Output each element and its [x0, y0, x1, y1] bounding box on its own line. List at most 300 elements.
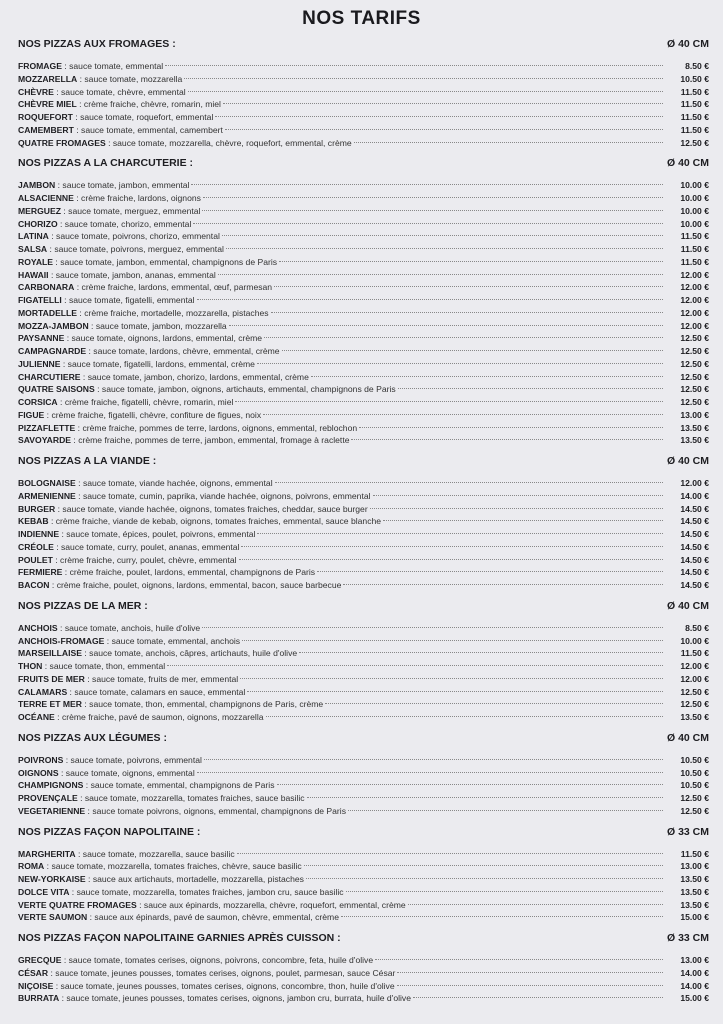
pizza-ingredients: sauce tomate, oignons, lardons, emmental, crème: [71, 333, 263, 344]
dotted-leader: [257, 363, 663, 364]
menu-item: [18, 579, 709, 592]
name-separator: :: [42, 661, 50, 671]
menu-item: [18, 269, 709, 282]
dotted-leader: [279, 261, 663, 262]
pizza-name: PAYSANNE: [18, 333, 65, 344]
name-separator: :: [81, 648, 90, 659]
pizza-ingredients: sauce tomate, emmental, camembert: [81, 124, 223, 135]
pizza-ingredients: sauce tomate, mozzarella, tomates fraiches, sauce basilic: [84, 793, 305, 803]
name-separator: :: [72, 112, 81, 122]
name-separator: :: [64, 333, 72, 344]
pizza-name: PROVENÇALE: [18, 793, 78, 803]
menu-item: [18, 622, 709, 635]
name-separator: :: [77, 73, 85, 84]
dotted-leader: [307, 797, 663, 798]
pizza-name: ROMA: [18, 861, 45, 872]
pizza-price: 14.50 €: [680, 580, 709, 590]
pizza-name: THON: [18, 661, 43, 671]
pizza-ingredients: sauce tomate, chorizo, emmental: [64, 218, 192, 229]
section-header: [18, 826, 709, 848]
menu-section: [18, 38, 709, 149]
pizza-price: 13.50 €: [680, 899, 709, 910]
pizza-size: Ø 40 CM: [666, 599, 709, 612]
pizza-price: 12.50 €: [680, 793, 709, 803]
menu-item: [18, 792, 709, 805]
menu-item: [18, 73, 709, 86]
menu-item: [18, 848, 709, 861]
menu-item: [18, 954, 709, 967]
menu-item: [18, 647, 709, 660]
pizza-price: 13.00 €: [680, 861, 709, 872]
dotted-leader: [373, 495, 663, 496]
menu-item: [18, 490, 709, 503]
menu-item: [18, 192, 709, 205]
menu-item: [18, 711, 709, 724]
pizza-name: GRECQUE: [18, 955, 62, 965]
section-header: [18, 455, 709, 477]
name-separator: :: [74, 282, 82, 293]
pizza-price: 12.50 €: [680, 397, 709, 407]
name-separator: :: [53, 541, 61, 552]
pizza-price: 13.50 €: [680, 886, 709, 897]
pizza-size: Ø 40 CM: [666, 38, 709, 50]
pizza-name: FRUITS DE MER: [18, 673, 85, 684]
dotted-leader: [203, 197, 663, 198]
dotted-leader: [413, 997, 663, 998]
pizza-price: 12.50 €: [680, 358, 709, 369]
dotted-leader: [218, 274, 663, 275]
dotted-leader: [304, 865, 663, 866]
pizza-name: SALSA: [18, 244, 48, 254]
section-header: [18, 157, 709, 179]
pizza-price: 12.00 €: [680, 307, 709, 318]
name-separator: :: [75, 478, 83, 488]
pizza-name: JAMBON: [18, 180, 56, 191]
menu-item: [18, 686, 709, 699]
section-title: NOS PIZZAS FAÇON NAPOLITAINE GARNIES APRÈS CUISSON :: [18, 932, 341, 944]
menu-section: [18, 932, 709, 1005]
pizza-ingredients: sauce tomate poivrons, oignons, emmental, champignons de Paris: [92, 805, 346, 816]
dotted-leader: [215, 116, 663, 117]
dotted-leader: [226, 248, 663, 249]
menu-section: [18, 157, 709, 447]
pizza-price: 12.50 €: [680, 384, 709, 395]
pizza-price: 8.50 €: [685, 61, 709, 71]
menu-item: [18, 515, 709, 528]
pizza-ingredients: sauce tomate, merguez, emmental: [68, 205, 201, 216]
pizza-ingredients: sauce tomate, oignons, emmental: [65, 767, 195, 778]
pizza-name: MARGHERITA: [18, 848, 76, 859]
pizza-price: 11.50 €: [680, 86, 709, 97]
pizza-name: CARBONARA: [18, 282, 75, 293]
pizza-name: CHÈVRE: [18, 86, 54, 97]
pizza-ingredients: sauce tomate, viande hachée, oignons, emmental: [82, 478, 273, 488]
pizza-price: 12.00 €: [680, 673, 709, 684]
menu-item: [18, 805, 709, 818]
dotted-leader: [398, 388, 663, 389]
pizza-price: 10.00 €: [680, 180, 709, 191]
pizza-price: 11.50 €: [680, 244, 709, 254]
pizza-ingredients: sauce tomate, figatelli, emmental: [68, 295, 195, 305]
menu-item: [18, 635, 709, 648]
dotted-leader: [282, 350, 663, 351]
dotted-leader: [222, 235, 663, 236]
pizza-name: POIVRONS: [18, 754, 64, 765]
name-separator: :: [77, 307, 85, 318]
pizza-name: NIÇOISE: [18, 980, 54, 991]
pizza-ingredients: crème fraiche, curry, poulet, chèvre, emmental: [60, 554, 237, 565]
page-title: NOS TARIFS: [302, 8, 421, 29]
pizza-name: CAMEMBERT: [18, 124, 74, 135]
name-separator: :: [69, 886, 77, 897]
menu-item: [18, 779, 709, 792]
pizza-price: 11.50 €: [680, 124, 709, 135]
name-separator: :: [53, 980, 61, 991]
pizza-ingredients: crème fraiche, pommes de terre, jambon, emmental, fromage à raclette: [78, 435, 350, 446]
pizza-price: 12.00 €: [680, 320, 709, 331]
dotted-leader: [383, 520, 663, 521]
pizza-name: BOLOGNAISE: [18, 478, 76, 488]
menu-item: [18, 541, 709, 554]
pizza-ingredients: sauce aux artichauts, mortadelle, mozzarella, pistaches: [92, 874, 304, 884]
pizza-ingredients: crème fraiche, figatelli, chèvre, romarin, miel: [64, 397, 234, 407]
pizza-price: 14.50 €: [680, 529, 709, 539]
menu-item: [18, 396, 709, 409]
name-separator: :: [88, 320, 96, 331]
pizza-price: 10.50 €: [680, 73, 709, 84]
pizza-name: ROQUEFORT: [18, 112, 73, 122]
section-header: [18, 932, 709, 954]
menu-item: [18, 256, 709, 269]
pizza-ingredients: sauce tomate, jeunes pousses, tomates cerises, oignons, poulet, parmesan, sauce César: [55, 967, 396, 978]
pizza-name: CRÉOLE: [18, 541, 54, 552]
pizza-size: Ø 40 CM: [666, 731, 709, 744]
menu-item: [18, 124, 709, 137]
pizza-ingredients: sauce tomate, épices, poulet, poivrons, emmental: [66, 529, 256, 539]
name-separator: :: [60, 205, 69, 216]
pizza-ingredients: crème fraiche, chèvre, romarin, miel: [83, 99, 221, 110]
dotted-leader: [184, 78, 663, 79]
pizza-ingredients: sauce aux épinards, mozzarella, chèvre, roquefort, emmental, crème: [143, 899, 406, 910]
menu-item: [18, 698, 709, 711]
pizza-ingredients: sauce tomate, mozzarella: [84, 73, 183, 84]
pizza-size: Ø 40 CM: [666, 455, 709, 467]
menu-item: [18, 243, 709, 256]
dotted-leader: [266, 716, 663, 717]
menu-item: [18, 992, 709, 1005]
dotted-leader: [202, 627, 663, 628]
name-separator: :: [57, 622, 65, 633]
menu-item: [18, 294, 709, 307]
menu-item: [18, 332, 709, 345]
pizza-price: 12.00 €: [680, 269, 709, 280]
pizza-ingredients: sauce tomate, thon, emmental: [49, 661, 166, 671]
pizza-name: QUATRE FROMAGES: [18, 137, 106, 148]
pizza-price: 14.50 €: [680, 541, 709, 552]
menu-item: [18, 137, 709, 150]
section-title: NOS PIZZAS A LA CHARCUTERIE :: [18, 157, 193, 170]
name-separator: :: [87, 912, 95, 923]
pizza-ingredients: crème fraiche, pommes de terre, lardons, oignons, emmental, reblochon: [82, 422, 358, 433]
dotted-leader: [370, 508, 663, 509]
menu-item: [18, 383, 709, 396]
menu-section: [18, 600, 709, 724]
dotted-leader: [202, 210, 663, 211]
pizza-name: ALSACIENNE: [18, 193, 74, 203]
pizza-ingredients: sauce tomate, jambon, chorizo, lardons, emmental, crème: [87, 371, 309, 382]
name-separator: :: [63, 754, 71, 765]
dotted-leader: [346, 891, 663, 892]
menu-item: [18, 409, 709, 422]
menu-item: [18, 98, 709, 111]
pizza-ingredients: sauce tomate, mozzarella, chèvre, roquefort, emmental, crème: [112, 137, 352, 148]
pizza-name: MOZZA-JAMBON: [18, 320, 89, 331]
name-separator: :: [52, 554, 61, 565]
pizza-name: BURGER: [18, 503, 56, 514]
name-separator: :: [62, 567, 70, 578]
pizza-ingredients: crème fraiche, poulet, lardons, emmental, champignons de Paris: [69, 567, 316, 578]
pizza-ingredients: crème fraiche, mortadelle, mozzarella, pistaches: [84, 307, 269, 318]
pizza-price: 10.50 €: [680, 780, 709, 791]
name-separator: :: [59, 529, 67, 539]
section-title: NOS PIZZAS AUX LÉGUMES :: [18, 731, 167, 744]
pizza-ingredients: sauce tomate, roquefort, emmental: [80, 112, 214, 122]
name-separator: :: [104, 635, 112, 646]
pizza-ingredients: crème fraiche, lardons, oignons: [81, 193, 201, 203]
pizza-ingredients: sauce tomate, figatelli, lardons, emmental, crème: [67, 358, 255, 369]
dotted-leader: [235, 401, 663, 402]
name-separator: :: [80, 371, 88, 382]
dotted-leader: [274, 286, 663, 287]
pizza-ingredients: sauce tomate, poivrons, chorizo, emmental: [56, 231, 220, 242]
pizza-ingredients: sauce aux épinards, pavé de saumon, chèvre, emmental, crème: [94, 912, 339, 923]
pizza-price: 12.50 €: [680, 699, 709, 710]
name-separator: :: [61, 61, 70, 71]
pizza-name: HAWAII: [18, 269, 49, 280]
pizza-name: SAVOYARDE: [18, 435, 72, 446]
name-separator: :: [81, 699, 90, 710]
dotted-leader: [317, 571, 663, 572]
menu-item: [18, 281, 709, 294]
menu-section: [18, 732, 709, 818]
pizza-price: 13.00 €: [680, 409, 709, 420]
dotted-leader: [343, 584, 663, 585]
name-separator: :: [57, 218, 65, 229]
menu-item: [18, 111, 709, 124]
pizza-ingredients: crème fraiche, lardons, emmental, œuf, parmesan: [81, 282, 273, 293]
dotted-leader: [197, 299, 663, 300]
pizza-price: 10.00 €: [680, 193, 709, 203]
name-separator: :: [76, 99, 84, 110]
menu-item: [18, 86, 709, 99]
name-separator: :: [75, 490, 83, 501]
pizza-name: PIZZAFLETTE: [18, 422, 76, 433]
name-separator: :: [75, 848, 83, 859]
menu-item: [18, 860, 709, 873]
pizza-ingredients: sauce tomate, poivrons, emmental: [70, 754, 202, 765]
name-separator: :: [48, 967, 56, 978]
pizza-price: 13.50 €: [680, 712, 709, 722]
pizza-ingredients: sauce tomate, cumin, paprika, viande hachée, oignons, poivrons, emmental: [82, 490, 371, 501]
pizza-ingredients: sauce tomate, emmental: [69, 61, 164, 71]
pizza-price: 14.50 €: [680, 567, 709, 578]
pizza-price: 12.50 €: [680, 346, 709, 356]
name-separator: :: [44, 861, 52, 872]
name-separator: :: [75, 422, 83, 433]
menu-item: [18, 767, 709, 780]
name-separator: :: [60, 358, 68, 369]
menu-item: [18, 358, 709, 371]
pizza-price: 14.00 €: [680, 490, 709, 501]
dotted-leader: [299, 652, 663, 653]
pizza-ingredients: sauce tomate, fruits de mer, emmental: [92, 673, 239, 684]
pizza-price: 14.50 €: [680, 554, 709, 565]
dotted-leader: [263, 414, 663, 415]
pizza-ingredients: sauce tomate, thon, emmental, champignons de Paris, crème: [89, 699, 324, 710]
name-separator: :: [77, 793, 85, 803]
pizza-ingredients: sauce tomate, curry, poulet, ananas, emmental: [60, 541, 240, 552]
name-separator: :: [49, 580, 57, 590]
section-title: NOS PIZZAS AUX FROMAGES :: [18, 38, 176, 50]
menu-item: [18, 673, 709, 686]
dotted-leader: [359, 427, 663, 428]
dotted-leader: [264, 337, 663, 338]
name-separator: :: [73, 124, 82, 135]
name-separator: :: [48, 269, 56, 280]
dotted-leader: [325, 703, 663, 704]
menu-item: [18, 477, 709, 490]
menu-item: [18, 503, 709, 516]
pizza-ingredients: sauce tomate, calamars en sauce, emmental: [74, 686, 246, 697]
pizza-name: KEBAB: [18, 516, 49, 527]
name-separator: :: [85, 874, 93, 884]
dotted-leader: [242, 640, 663, 641]
name-separator: :: [47, 244, 55, 254]
pizza-name: ROYALE: [18, 256, 54, 267]
pizza-price: 10.50 €: [680, 767, 709, 778]
menu-item: [18, 911, 709, 924]
pizza-name: MORTADELLE: [18, 307, 78, 318]
dotted-leader: [225, 129, 663, 130]
section-title: NOS PIZZAS A LA VIANDE :: [18, 455, 157, 467]
pizza-ingredients: sauce tomate, mozzarella, tomates fraiches, jambon cru, sauce basilic: [76, 886, 344, 897]
name-separator: :: [53, 256, 61, 267]
pizza-price: 11.50 €: [680, 99, 709, 110]
pizza-name: DOLCE VITA: [18, 886, 70, 897]
menu-item: [18, 566, 709, 579]
pizza-price: 12.00 €: [680, 661, 709, 671]
dotted-leader: [188, 91, 663, 92]
section-header: [18, 732, 709, 754]
menu-item: [18, 660, 709, 673]
pizza-ingredients: sauce tomate, lardons, chèvre, emmental, crème: [93, 346, 280, 356]
pizza-price: 12.50 €: [680, 686, 709, 697]
pizza-name: BURRATA: [18, 993, 60, 1004]
pizza-price: 12.00 €: [680, 478, 709, 488]
dotted-leader: [197, 772, 663, 773]
pizza-ingredients: sauce tomate, mozzarella, tomates fraiches, chèvre, sauce basilic: [51, 861, 302, 872]
pizza-ingredients: sauce tomate, viande hachée, oignons, tomates fraiches, cheddar, sauce burger: [62, 503, 368, 514]
pizza-price: 11.50 €: [680, 112, 709, 122]
pizza-name: MERGUEZ: [18, 205, 61, 216]
pizza-price: 13.50 €: [680, 435, 709, 446]
pizza-price: 10.00 €: [680, 635, 709, 646]
pizza-price: 11.50 €: [680, 848, 709, 859]
menu-item: [18, 230, 709, 243]
dotted-leader: [165, 65, 663, 66]
name-separator: :: [61, 295, 69, 305]
pizza-price: 12.50 €: [680, 805, 709, 816]
dotted-leader: [193, 223, 663, 224]
pizza-ingredients: sauce tomate, emmental, anchois: [111, 635, 241, 646]
menu-item: [18, 60, 709, 73]
pizza-price: 12.00 €: [680, 295, 709, 305]
dotted-leader: [247, 691, 663, 692]
name-separator: :: [136, 899, 144, 910]
pizza-name: OCÉANE: [18, 712, 55, 722]
pizza-name: CAMPAGNARDE: [18, 346, 87, 356]
menu-item: [18, 434, 709, 447]
menu-item: [18, 218, 709, 231]
pizza-ingredients: sauce tomate, jeunes pousses, tomates cerises, oignons, jambon cru, burrata, huile d'olive: [66, 993, 412, 1004]
pizza-name: ANCHOIS: [18, 622, 58, 633]
menu-item: [18, 320, 709, 333]
dotted-leader: [354, 142, 663, 143]
name-separator: :: [86, 346, 94, 356]
name-separator: :: [44, 409, 52, 420]
pizza-size: Ø 33 CM: [666, 825, 709, 838]
pizza-name: OIGNONS: [18, 767, 59, 778]
pizza-ingredients: sauce tomate, jambon, emmental, champignons de Paris: [60, 256, 278, 267]
dotted-leader: [306, 878, 663, 879]
name-separator: :: [61, 955, 69, 965]
menu-item: [18, 528, 709, 541]
pizza-name: ARMENIENNE: [18, 490, 76, 501]
dotted-leader: [375, 959, 663, 960]
dotted-leader: [275, 482, 663, 483]
pizza-ingredients: crème fraiche, pavé de saumon, oignons, mozzarella: [61, 712, 264, 722]
pizza-name: JULIENNE: [18, 358, 61, 369]
name-separator: :: [48, 231, 57, 242]
dotted-leader: [397, 985, 663, 986]
pizza-name: VERTE SAUMON: [18, 912, 88, 923]
dotted-leader: [229, 325, 663, 326]
pizza-name: FERMIERE: [18, 567, 63, 578]
pizza-name: MARSEILLAISE: [18, 648, 82, 659]
pizza-name: CÉSAR: [18, 967, 49, 978]
menu-item: [18, 754, 709, 767]
menu-item: [18, 886, 709, 899]
dotted-leader: [204, 759, 663, 760]
pizza-name: FROMAGE: [18, 61, 62, 71]
pizza-name: CHARCUTIERE: [18, 371, 81, 382]
pizza-price: 12.50 €: [680, 137, 709, 148]
name-separator: :: [94, 384, 102, 395]
name-separator: :: [73, 193, 82, 203]
menu-section: [18, 455, 709, 592]
dotted-leader: [271, 312, 663, 313]
name-separator: :: [55, 180, 63, 191]
pizza-name: NEW-YORKAISE: [18, 874, 86, 884]
pizza-name: BACON: [18, 580, 50, 590]
pizza-name: ANCHOIS-FROMAGE: [18, 635, 105, 646]
name-separator: :: [48, 516, 56, 527]
pizza-size: Ø 40 CM: [666, 157, 709, 170]
pizza-price: 12.50 €: [680, 371, 709, 382]
pizza-ingredients: sauce tomate, emmental, champignons de Paris: [90, 780, 275, 791]
price-list: [18, 38, 709, 1013]
pizza-price: 13.50 €: [680, 874, 709, 884]
